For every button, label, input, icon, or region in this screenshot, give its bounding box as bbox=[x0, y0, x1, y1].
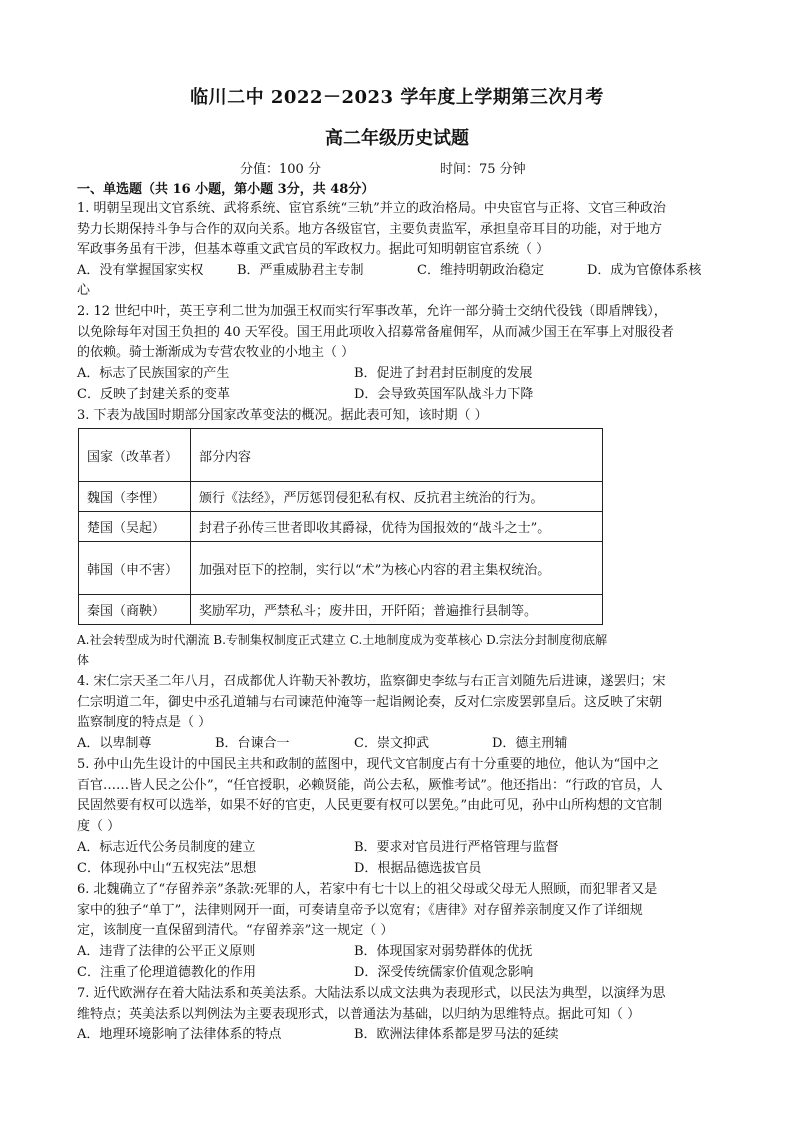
question-1-stem bbox=[77, 199, 717, 261]
option-a: A．以卑制尊 bbox=[77, 736, 152, 751]
option-b: B．要求对官员进行严格管理与监督 bbox=[354, 840, 559, 855]
question-line: 5. 孙中山先生设计的中国民主共和政制的蓝图中，现代文官制度占有十分重要的地位，他认为“国中之 bbox=[77, 757, 660, 772]
exam-subtitle: 高二年级历史试题 bbox=[325, 128, 469, 149]
option-d: D．德主刑辅 bbox=[492, 736, 568, 751]
question-line: 家中的独子“单丁”，法律则网开一面，可奏请皇帝予以宽宥；《唐律》对存留养亲制度又作了详细规 bbox=[77, 902, 643, 918]
option-a: A．标志近代公务员制度的建立 bbox=[77, 840, 256, 855]
option-a: A．地理环境影响了法律体系的特点 bbox=[77, 1027, 282, 1042]
question-2-stem bbox=[77, 302, 717, 364]
question-line: 7. 近代欧洲存在着大陆法系和英美法系。大陆法系以成文法典为表现形式，以民法为典型，以演绎为思 bbox=[77, 986, 666, 1001]
question-line: 定，该制度一直保留到清代。“存留养亲”这一规定（ ） bbox=[77, 923, 394, 938]
option-b: B．欧洲法律体系都是罗马法的延续 bbox=[354, 1027, 559, 1042]
question-line: 势力长期保持斗争与合作的双向关系。地方各级宦官，主要负责监军，承担皇帝耳目的功能，对于地方 bbox=[77, 221, 663, 237]
option-b: B．促进了封君封臣制度的发展 bbox=[354, 366, 533, 381]
table-cell: 韩国（申不害） bbox=[79, 542, 191, 595]
question-line: 监察制度的特点是（ ） bbox=[77, 715, 212, 730]
question-4-stem bbox=[77, 672, 717, 734]
table-row bbox=[79, 542, 603, 595]
score-info: 分值：100 分 bbox=[240, 162, 321, 177]
section-heading: 一、单选题（共 16 小题，第小题 3分，共 48分） bbox=[77, 182, 375, 197]
question-3-options bbox=[77, 630, 717, 670]
table-header-cell: 部分内容 bbox=[191, 429, 603, 482]
question-line: 维特点；英美法系以判例法为主要表现形式，以普通法为基础，以归纳为思维特点。据此可知（ ） bbox=[77, 1006, 641, 1022]
option-d: D．会导致英国军队战斗力下降 bbox=[354, 387, 534, 402]
question-6-stem bbox=[77, 880, 717, 942]
option-b: B．严重威胁君主专制 bbox=[237, 263, 364, 278]
option-c: C．维持明朝政治稳定 bbox=[417, 263, 544, 278]
table-cell: 奖励军功，严禁私斗；废井田，开阡陌；普遍推行县制等。 bbox=[191, 595, 603, 625]
question-5-stem bbox=[77, 755, 717, 837]
option-c: C．崇文抑武 bbox=[354, 736, 429, 751]
question-line: 1. 明朝呈现出文官系统、武将系统、宦官系统“三轨”并立的政治格局。中央宦官与正将、文官三种政治 bbox=[77, 201, 666, 216]
option-d: D．根据品德选拔官员 bbox=[354, 861, 482, 876]
table-cell: 封君子孙传三世者即收其爵禄，优待为国报效的“战斗之士”。 bbox=[191, 512, 603, 542]
question-line: 仁宗明道二年，御史中丞孔道辅与右司谏范仲淹等一起诣阙论奏，反对仁宗废罢郭皇后。这反映了宋朝 bbox=[77, 694, 663, 710]
option-c: C．反映了封建关系的变革 bbox=[77, 387, 230, 402]
question-3-stem: 3. 下表为战国时期部分国家改革变法的概况。据此表可知，该时期（ ） bbox=[77, 408, 488, 423]
question-line: 2. 12 世纪中叶，英王亨利二世为加强王权而实行军事改革，允许一部分骑士交纳代役钱（即盾牌钱）， bbox=[77, 304, 667, 319]
option-wrap: 心 bbox=[77, 283, 91, 298]
table-cell: 颁行《法经》，严厉惩罚侵犯私有权、反抗君主统治的行为。 bbox=[191, 482, 603, 512]
exam-title: 临川二中 2022－2023 学年度上学期第三次月考 bbox=[190, 87, 604, 108]
option-d: D．深受传统儒家价值观念影响 bbox=[354, 965, 534, 980]
option-a: A．没有掌握国家实权 bbox=[77, 263, 204, 278]
option-c: C．注重了伦理道德教化的作用 bbox=[77, 965, 256, 980]
question-line: 百官……皆人民之公仆”，“任官授职，必赖贤能，尚公去私，厥惟考试”。他还指出：“行政的官员，人 bbox=[77, 777, 663, 793]
table-cell: 秦国（商鞅） bbox=[79, 595, 191, 625]
option-a: A．违背了法律的公平正义原则 bbox=[77, 944, 256, 959]
table-cell: 加强对臣下的控制，实行以“术”为核心内容的君主集权统治。 bbox=[191, 542, 603, 595]
question-line: 6. 北魏确立了“存留养亲”条款:死罪的人，若家中有七十以上的祖父母或父母无人照顾，而犯罪者又是 bbox=[77, 882, 658, 897]
table-row bbox=[79, 512, 603, 542]
question-line: 以免除每年对国王负担的 40 天军役。国王用此项收入招募常备雇佣军，从而减少国王在军事上对服役者 bbox=[77, 324, 674, 340]
option-wrap: 体 bbox=[77, 653, 90, 667]
option-d: D．成为官僚体系核 bbox=[587, 263, 702, 278]
table-header-cell: 国家（改革者） bbox=[79, 429, 191, 482]
question-line: 民固然要有权可以选举，如果不好的官吏，人民更要有权可以罢免。”由此可见，孙中山所构想的文官制 bbox=[77, 798, 663, 813]
option-b: B．体现国家对弱势群体的优抚 bbox=[354, 944, 533, 959]
question-line: 度（ ） bbox=[77, 818, 121, 834]
question-line: 军政事务虽有干涉，但基本尊重文武官员的军政权力。据此可知明朝宦官系统（ ） bbox=[77, 242, 550, 257]
table-cell: 魏国（李悝） bbox=[79, 482, 191, 512]
table-cell: 楚国（吴起） bbox=[79, 512, 191, 542]
question-7-stem bbox=[77, 984, 717, 1025]
reform-table bbox=[78, 428, 603, 625]
options-line: A.社会转型成为时代潮流 B.专制集权制度正式建立 C.土地制度成为变革核心 D.宗法分封制度彻底解 bbox=[77, 633, 608, 647]
time-info: 时间：75 分钟 bbox=[440, 162, 526, 177]
option-c: C．体现孙中山“五权宪法”思想 bbox=[77, 861, 257, 876]
question-line: 4. 宋仁宗天圣二年八月，召成都优人许勒天补教坊，监察御史李纮与右正言刘随先后进谏，遂罢归；宋 bbox=[77, 674, 666, 689]
table-row bbox=[79, 595, 603, 625]
question-line: 的依赖。骑士渐渐成为专营农牧业的小地主（ ） bbox=[77, 345, 355, 360]
table-header-row bbox=[79, 429, 603, 482]
table-row bbox=[79, 482, 603, 512]
option-a: A．标志了民族国家的产生 bbox=[77, 366, 230, 381]
option-b: B．台谏合一 bbox=[215, 736, 290, 751]
